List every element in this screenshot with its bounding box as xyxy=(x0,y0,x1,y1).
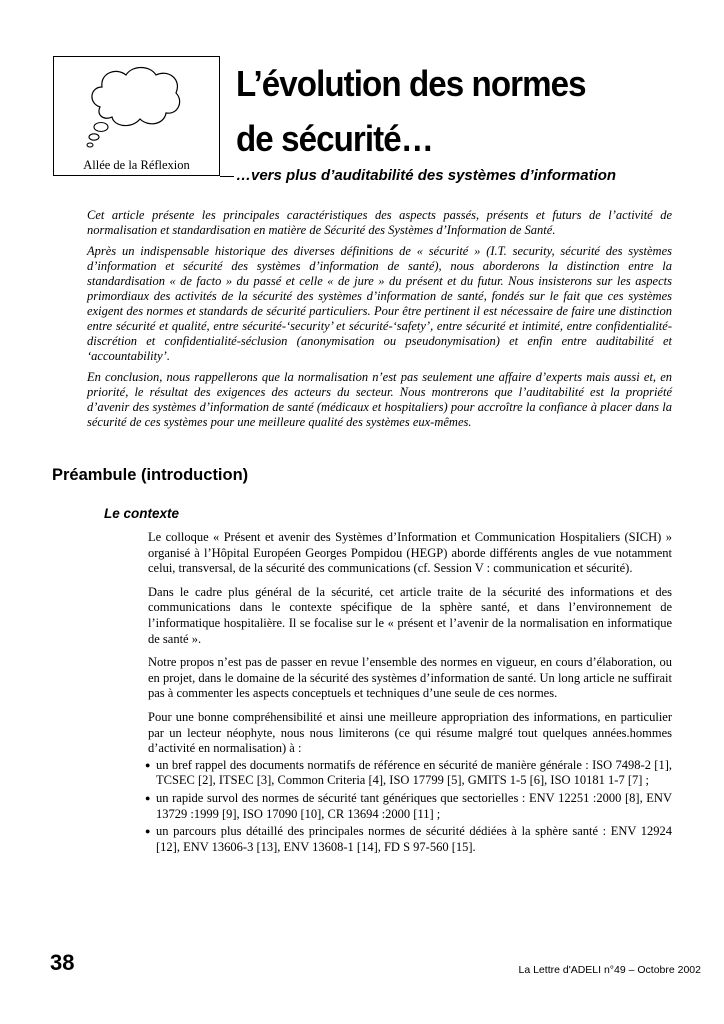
abstract-paragraph: Après un indispensable historique des diverses définitions de « sécurité » (I.T. security, sécurité des systèmes d’information et sécurité des systèmes d’information de santé), nous aborderons la distinction entre la standardisation « de facto » du passé et celle « de jure » du présent et du futur. Nous insisterons sur les aspects primordiaux des activités de la sécurité des systèmes d’information de santé, fondés sur le fait que ces systèmes exigent des normes et standards de sécurité particuliers. Pour être pertinent il est nécessaire de faire une distinction entre sécurité et qualité, entre sécurité-‘security’ et sécurité-‘safety’, entre sécurité et intimité, entre confidentialité-discrétion et confidentialité-séclusion (anonymisation ou pseudonymisation) et enfin entre auditabilité et ‘accountability’. xyxy=(87,244,672,363)
abstract-paragraph: En conclusion, nous rappellerons que la normalisation n’est pas seulement une affaire d’experts mais aussi et, en priorité, le résultat des exigences des acteurs du secteur. Nous montrerons que l’auditabilité est la propriété d’avenir des systèmes d’information de santé (médicaux et hospitaliers) pour accroître la confiance à placer dans la sécurité de ces systèmes pour une meilleure qualité des systèmes eux-mêmes. xyxy=(87,370,672,429)
section-subheading: Le contexte xyxy=(104,506,180,521)
page-number: 38 xyxy=(50,950,75,975)
bullet-item: ● un rapide survol des normes de sécurité tant génériques que sectorielles : ENV 12251 :2000 [8], ENV 13729 :1999 [9], ISO 17090 [10], CR 13694 :2000 [11] ; xyxy=(148,791,672,822)
body-paragraph: Dans le cadre plus général de la sécurité, cet article traite de la sécurité des informations et des communications dans le contexte spécifique de la sphère santé, et dans l’environnement de l’informatique hospitalière. Il se focalise sur le « présent et l’avenir de la normalisation en informatique de santé ». xyxy=(148,584,672,646)
abstract xyxy=(87,208,672,436)
bullet-item: ● un bref rappel des documents normatifs de référence en sécurité de manière générale : ISO 7498-2 [1], TCSEC [2], ITSEC [3], Common Criteria [4], ISO 17799 [5], GMITS 1-5 [6], ISO 10181 1-7 [7] ; xyxy=(148,758,672,789)
article-title xyxy=(236,56,668,166)
article-subtitle: …vers plus d’auditabilité des systèmes d’information xyxy=(236,167,617,184)
bullet-item: ● un parcours plus détaillé des principales normes de sécurité dédiées à la sphère santé : ENV 12924 [12], ENV 13606-3 [13], ENV 13608-1 [14], FD S 97-560 [15]. xyxy=(148,824,672,855)
body-text xyxy=(148,530,672,857)
rubric-label: Allée de la Réflexion xyxy=(83,158,190,172)
body-paragraph: Notre propos n’est pas de passer en revue l’ensemble des normes en vigueur, en cours d’élaboration, ou en projet, dans le domaine de la sécurité des systèmes d’information de santé. Un long article ne suffirait pas à commenter les aspects conceptuels et techniques d’une seule de ces normes. xyxy=(148,655,672,701)
header-rule xyxy=(220,176,234,177)
rubric-box xyxy=(53,56,220,176)
title-line-2: de sécurité… xyxy=(236,118,433,159)
section-heading: Préambule (introduction) xyxy=(52,466,249,484)
abstract-paragraph: Cet article présente les principales caractéristiques des aspects passés, présents et futurs de l’activité de normalisation et standardisation en matière de Sécurité des Systèmes d’Information de Santé. xyxy=(87,208,672,237)
title-line-1: L’évolution des normes xyxy=(236,63,586,104)
thought-cloud-icon xyxy=(84,61,184,155)
bullet-list xyxy=(148,758,672,856)
publication-reference: La Lettre d'ADELI n°49 – Octobre 2002 xyxy=(518,964,701,976)
body-paragraph: Le colloque « Présent et avenir des Systèmes d’Information et Communication Hospitaliers (SICH) » organisé à l’Hôpital Européen Georges Pompidou (HEGP) aborde différents angles de vue notamment celui, transversal, de la sécurité des communications (cf. Session V : communication et sécurité). xyxy=(148,530,672,576)
body-paragraph: Pour une bonne compréhensibilité et ainsi une meilleure appropriation des informations, en particulier par un lecteur néophyte, nous nous limiterons (ce qui résume malgré tout quelques années.hommes d’activité en normalisation) à : xyxy=(148,709,672,756)
